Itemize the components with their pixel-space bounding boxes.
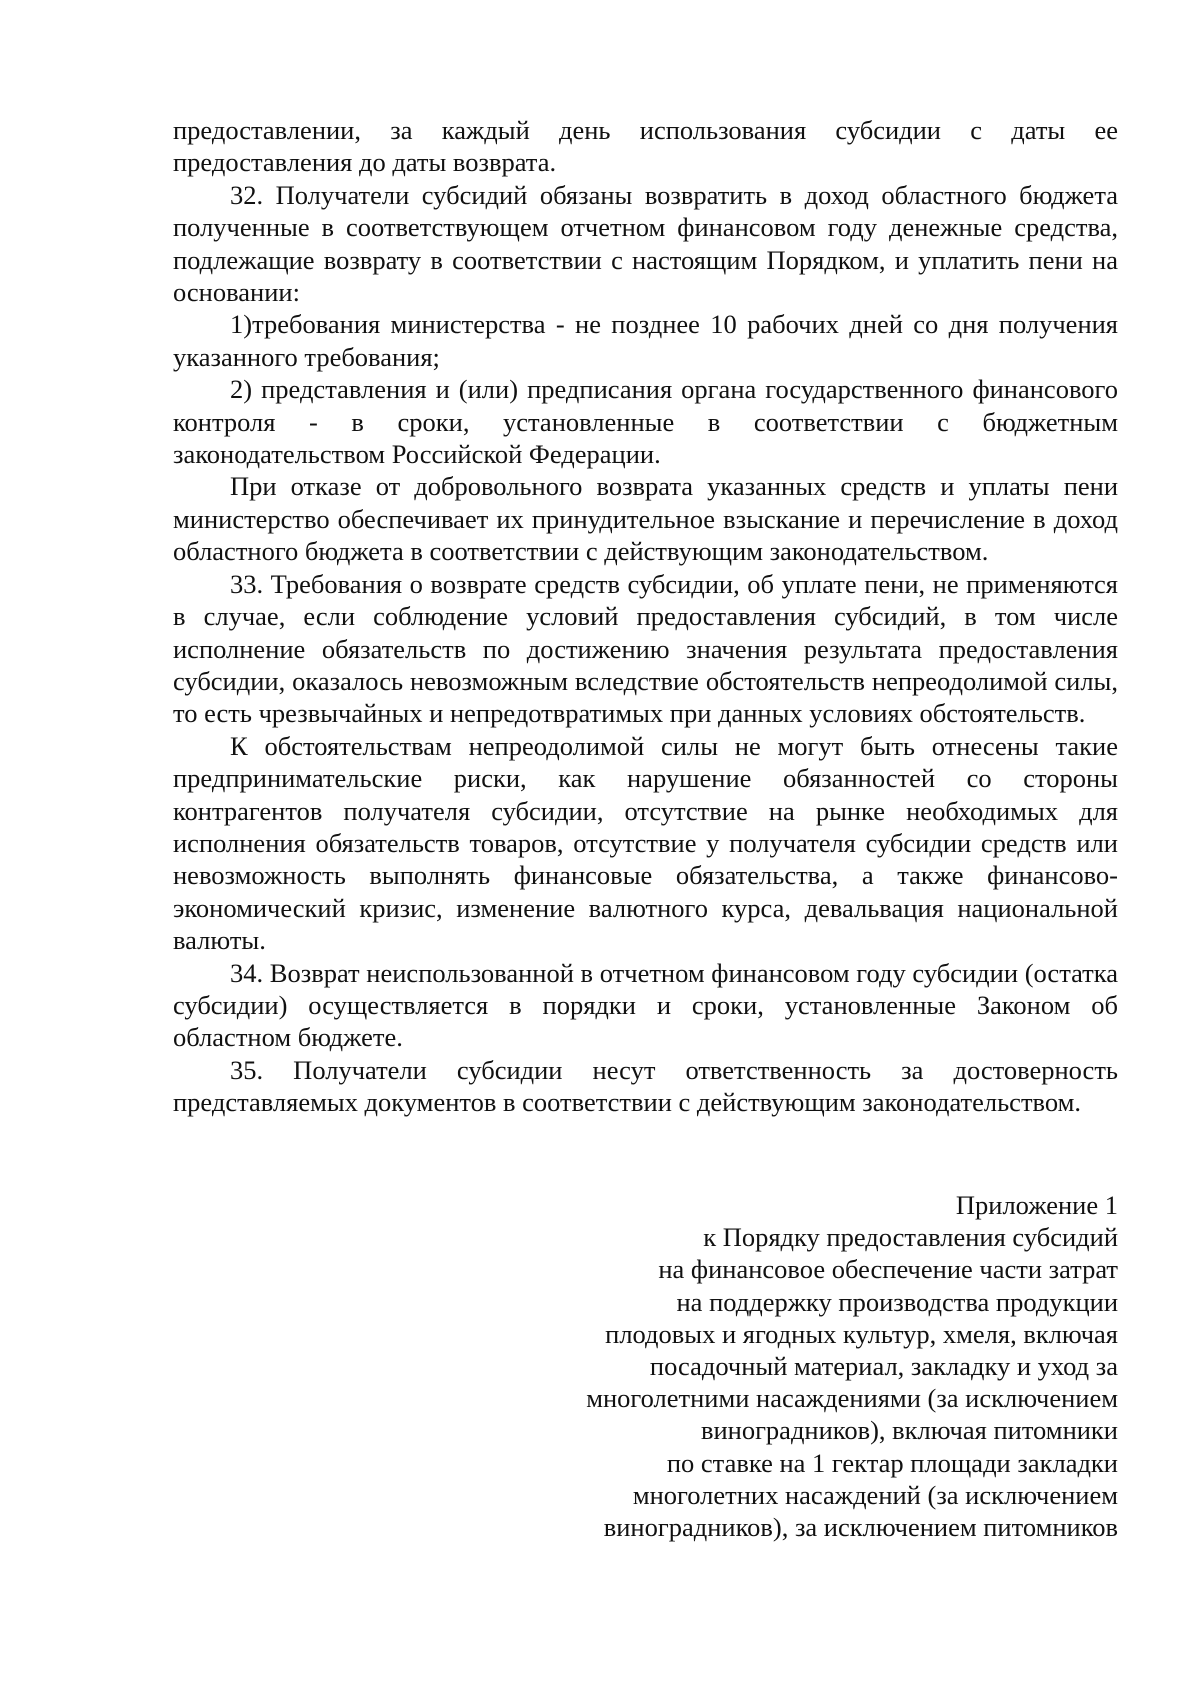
document-body [173,114,1118,1119]
paragraph-34: 34. Возврат неиспользованной в отчетном финансовом году субсидии (остатка субсидии) осуществляется в порядки и сроки, установленные Законом об областном бюджете. [173,957,1118,1053]
appendix-heading [498,1189,1118,1543]
appendix-line: к Порядку предоставления субсидий [703,1222,1118,1253]
appendix-line: плодовых и ягодных культур, хмеля, включая [605,1318,1118,1349]
appendix-line: посадочный материал, закладку и уход за [649,1351,1118,1382]
paragraph-32-item-1: 1)требования министерства - не позднее 10 рабочих дней со дня получения указанного требования; [173,309,1118,372]
appendix-line: многолетними насаждениями (за исключением [586,1383,1118,1414]
appendix-line: многолетних насаждений (за исключением [632,1479,1118,1510]
appendix-line: на финансовое обеспечение части затрат [658,1254,1118,1285]
paragraph-continuation: предоставлении, за каждый день использования субсидии с даты ее предоставления до даты возврата. [173,115,1118,178]
appendix-line: на поддержку производства продукции [676,1286,1118,1317]
paragraph-33-force-majeure: К обстоятельствам непреодолимой силы не могут быть отнесены такие предпринимательские риски, как нарушение обязанностей со стороны контрагентов получателя субсидии, отсутствие на рынке необходимых для исполнения обязательств товаров, отсутствие у получателя субсидии средств или невозможность выполнять финансовые обязательства, а также финансово-экономический кризис, изменение валютного курса, девальвация национальной валюты. [173,730,1118,956]
paragraph-32-item-2: 2) представления и (или) предписания органа государственного финансового контроля - в сроки, установленные в соответствии с бюджетным законодательством Российской Федерации. [173,374,1118,470]
paragraph-35: 35. Получатели субсидии несут ответственность за достоверность представляемых документов в соответствии с действующим законодательством. [173,1054,1118,1118]
appendix-title: Приложение 1 [955,1190,1118,1220]
paragraph-33: 33. Требования о возврате средств субсидии, об уплате пени, не применяются в случае, если соблюдение условий предоставления субсидий, в том числе исполнение обязательств по достижению значения результата предоставления субсидии, оказалось невозможным вследствие обстоятельств непреодолимой силы, то есть чрезвычайных и непредотвратимых при данных условиях обстоятельств. [173,568,1118,729]
appendix-line: виноградников), включая питомники [700,1415,1118,1446]
appendix-line: виноградников), за исключением питомников [603,1512,1118,1543]
appendix-line: по ставке на 1 гектар площади закладки [666,1447,1118,1478]
paragraph-32: 32. Получатели субсидий обязаны возвратить в доход областного бюджета полученные в соответствующем отчетном финансовом году денежные средства, подлежащие возврату в соответствии с настоящим Порядком, и уплатить пени на основании: [173,179,1118,308]
paragraph-32-refusal: При отказе от добровольного возврата указанных средств и уплаты пени министерство обеспечивает их принудительное взыскание и перечисление в доход областного бюджета в соответствии с действующим законодательством. [173,471,1118,567]
